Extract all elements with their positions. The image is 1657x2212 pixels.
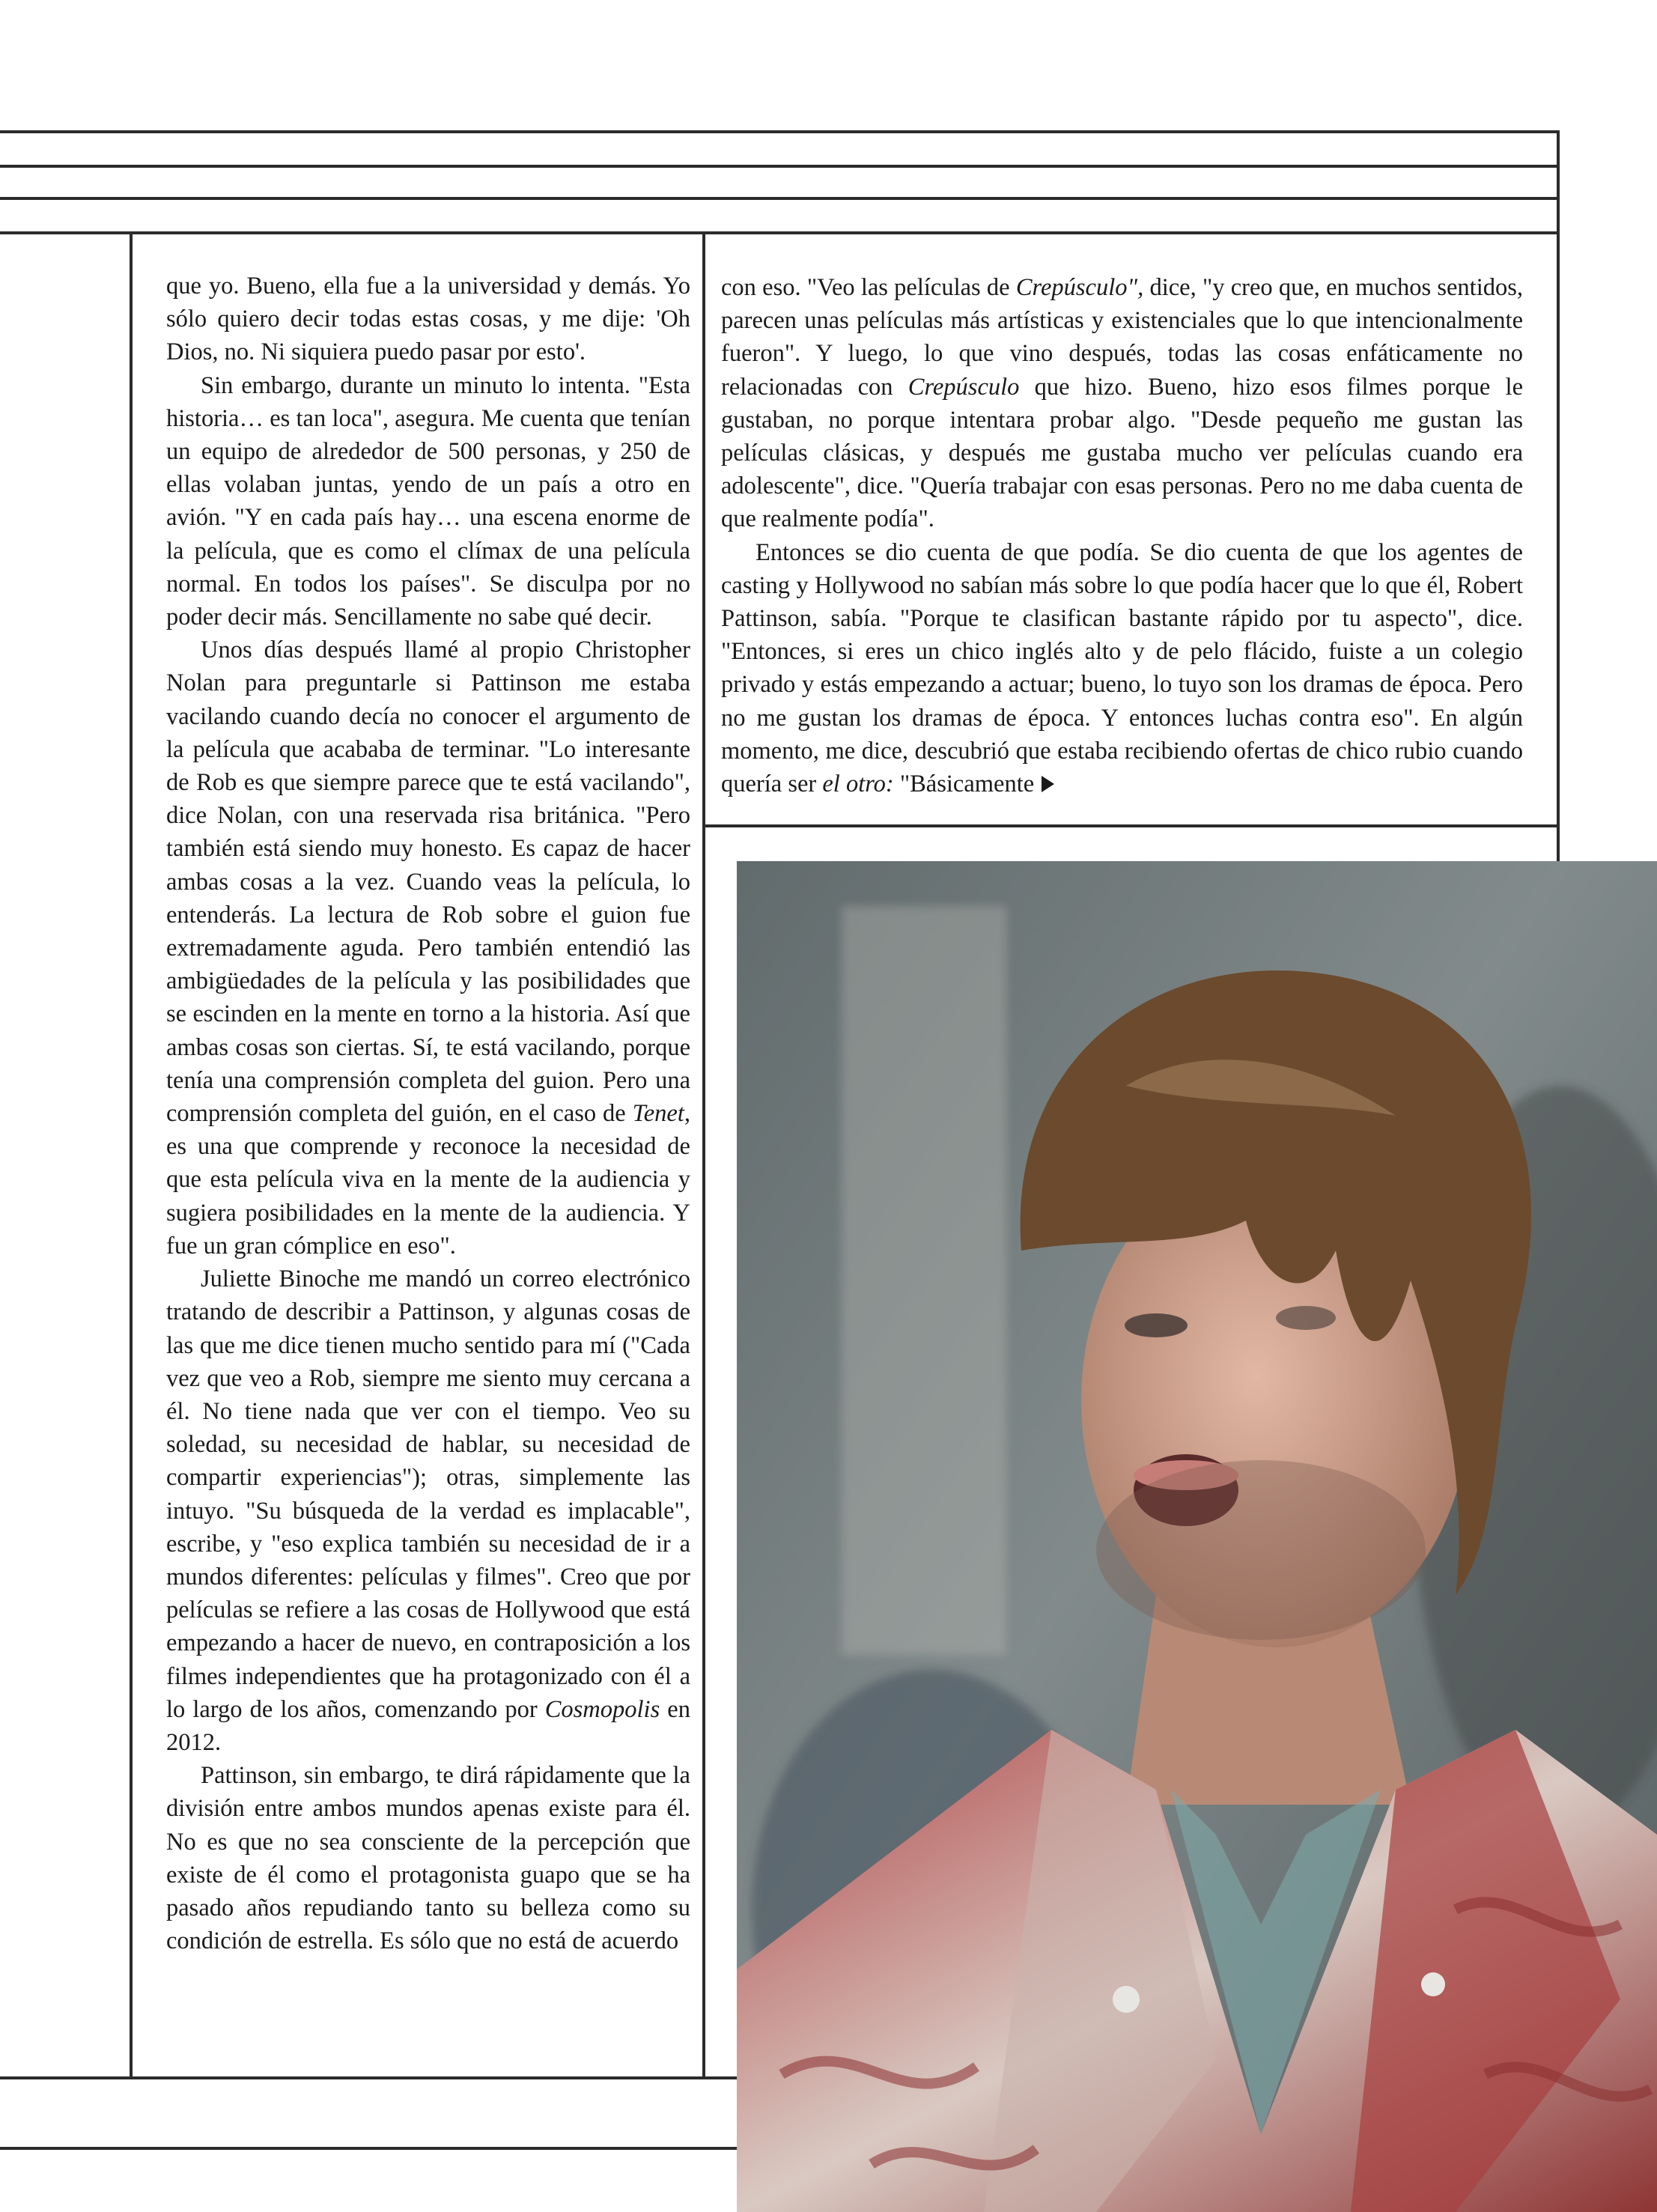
- italic-title: Tenet: [632, 1100, 684, 1128]
- shirt-button-icon: [1421, 1972, 1445, 1996]
- right-triangle-arrow-icon: [1042, 776, 1054, 792]
- paragraph-text: que hizo. Bueno, hizo esos filmes porque le gustaban, no porque intentara probar algo. "Desde pequeño me gustan las películas clásicas, y después me gustaba mucho ver películas cuando era adolescente", dice. "Quería trabajar con esas personas. Pero no me daba cuenta de que realmente podía".: [721, 373, 1523, 533]
- column-left-border: [130, 231, 133, 2078]
- paragraph: [166, 633, 690, 1263]
- paragraph-text: que yo. Bueno, ella fue a la universidad y demás. Yo sólo quiero decir todas estas cosas, y me dije: 'Oh Dios, no. Ni siquiera puedo pasar por esto'.: [166, 273, 690, 366]
- frame-rule-3: [0, 197, 1560, 200]
- portrait-photo: [737, 861, 1657, 2212]
- paragraph-text: en 2012.: [166, 1695, 690, 1756]
- paragraph-text: Unos días después llamé al propio Christopher Nolan para preguntarle si Pattinson me estaba vacilando cuando decía no conocer el argumento de la película que acababa de terminar. "Lo interesante de Rob es que siempre parece que te está vacilando", dice Nolan, con una reservada risa británica. "Pero también está siendo muy honesto. Es capaz de hacer ambas cosas a la vez. Cuando veas la película, lo entenderás. La lectura de Rob sobre el guion fue extremadamente aguda. Pero también entendió las ambigüedades de la película y las posibilidades que se escinden en la mente en torno a la historia. Así que ambas cosas son ciertas. Sí, te está vacilando, porque tenía una comprensión completa del guion. Pero una comprensión completa del guión, en el caso de: [166, 636, 690, 1128]
- italic-title: el otro:: [822, 771, 894, 798]
- column-divider: [702, 231, 705, 2078]
- paragraph-text: Pattinson, sin embargo, te dirá rápidamente que la división entre ambos mundos apenas existe para él. No es que no sea consciente de la percepción que existe de él como el protagonista guapo que se ha pasado años repudiando tanto su belleza como su condición de estrella. Es sólo que no está de acuerdo: [166, 1762, 690, 1955]
- frame-right-border: [1557, 130, 1560, 827]
- article-column-1: [166, 270, 690, 1957]
- portrait-illustration: [737, 861, 1657, 2212]
- bottom-rule-2: [0, 2147, 741, 2150]
- paragraph-text: Juliette Binoche me mandó un correo electrónico tratando de describir a Pattinson, y algunas cosas de las que me dice tienen mucho sentido para mí ("Cada vez que veo a Rob, siempre me siento muy cercana a él. No tiene nada que ver con el tiempo. Veo su soledad, su necesidad de hablar, su necesidad de compartir experiencias"); otras, simplemente las intuyo. "Su búsqueda de la verdad es implacable", escribe, y "eso explica también su necesidad de ir a mundos diferentes: películas y filmes". Creo que por películas se refiere a las cosas de Hollywood que está empezando a hacer de nuevo, en contraposición a los filmes independientes que ha protagonizado con él a lo largo de los años, comenzando por: [166, 1265, 690, 1723]
- italic-title: Cosmopolis: [544, 1695, 660, 1723]
- paragraph-text: Entonces se dio cuenta de que podía. Se dio cuenta de que los agentes de casting y Hollywood no sabían más sobre lo que podía hacer que lo que él, Robert Pattinson, sabía. "Porque te clasifican bastante rápido por tu aspecto", dice. "Entonces, si eres un chico inglés alto y de pelo flácido, fuiste a un colegio privado y estás empezando a actuar; bueno, lo tuyo son los dramas de época. Pero no me gustan los dramas de época. Y entonces luchas contra eso". En algún momento, me dice, descubrió que estaba recibiendo ofertas de chico rubio cuando quería ser: [721, 538, 1523, 798]
- bottom-rule: [0, 2076, 741, 2079]
- paragraph: [166, 369, 690, 634]
- frame-rule-4: [0, 231, 1560, 234]
- paragraph-text: con eso. "Veo las películas de: [721, 274, 1016, 301]
- frame-top-rule: [0, 130, 1560, 133]
- paragraph-text: , es una que comprende y reconoce la necesidad de que esta película viva en la mente de la audiencia y sugiera posibilidades en la mente de la audiencia. Y fue un gran cómplice en eso".: [166, 1100, 690, 1260]
- column2-bottom-rule: [702, 824, 1560, 827]
- paragraph-text: "Básicamente: [893, 771, 1035, 798]
- italic-title: Crepúsculo",: [1015, 274, 1144, 301]
- paragraph: [721, 536, 1523, 801]
- paragraph: [166, 1263, 690, 1759]
- paragraph: [166, 270, 690, 369]
- shirt-button-icon: [1113, 1986, 1140, 2013]
- paragraph-text: Sin embargo, durante un minuto lo intenta. "Esta historia… es tan loca", asegura. Me cuenta que tenían un equipo de alrededor de 500 personas, y 250 de ellas volaban juntas, yendo de un país a otro en avión. "Y en cada país hay… una escena enorme de la película, que es como el clímax de una película normal. En todos los países". Se disculpa por no poder decir más. Sencillamente no sabe qué decir.: [166, 371, 690, 631]
- paragraph: [166, 1759, 690, 1957]
- article-column-2: [721, 271, 1523, 800]
- paragraph: [721, 271, 1523, 536]
- paragraph-text: dice, "y creo que, en muchos sentidos, parecen unas películas más artísticas y existenciales que lo que intencionalmente fueron". Y luego, lo que vino después, todas las cosas enfáticamente no relacionadas con: [721, 274, 1523, 401]
- italic-title: Crepúsculo: [907, 373, 1020, 401]
- frame-rule-2: [0, 165, 1560, 168]
